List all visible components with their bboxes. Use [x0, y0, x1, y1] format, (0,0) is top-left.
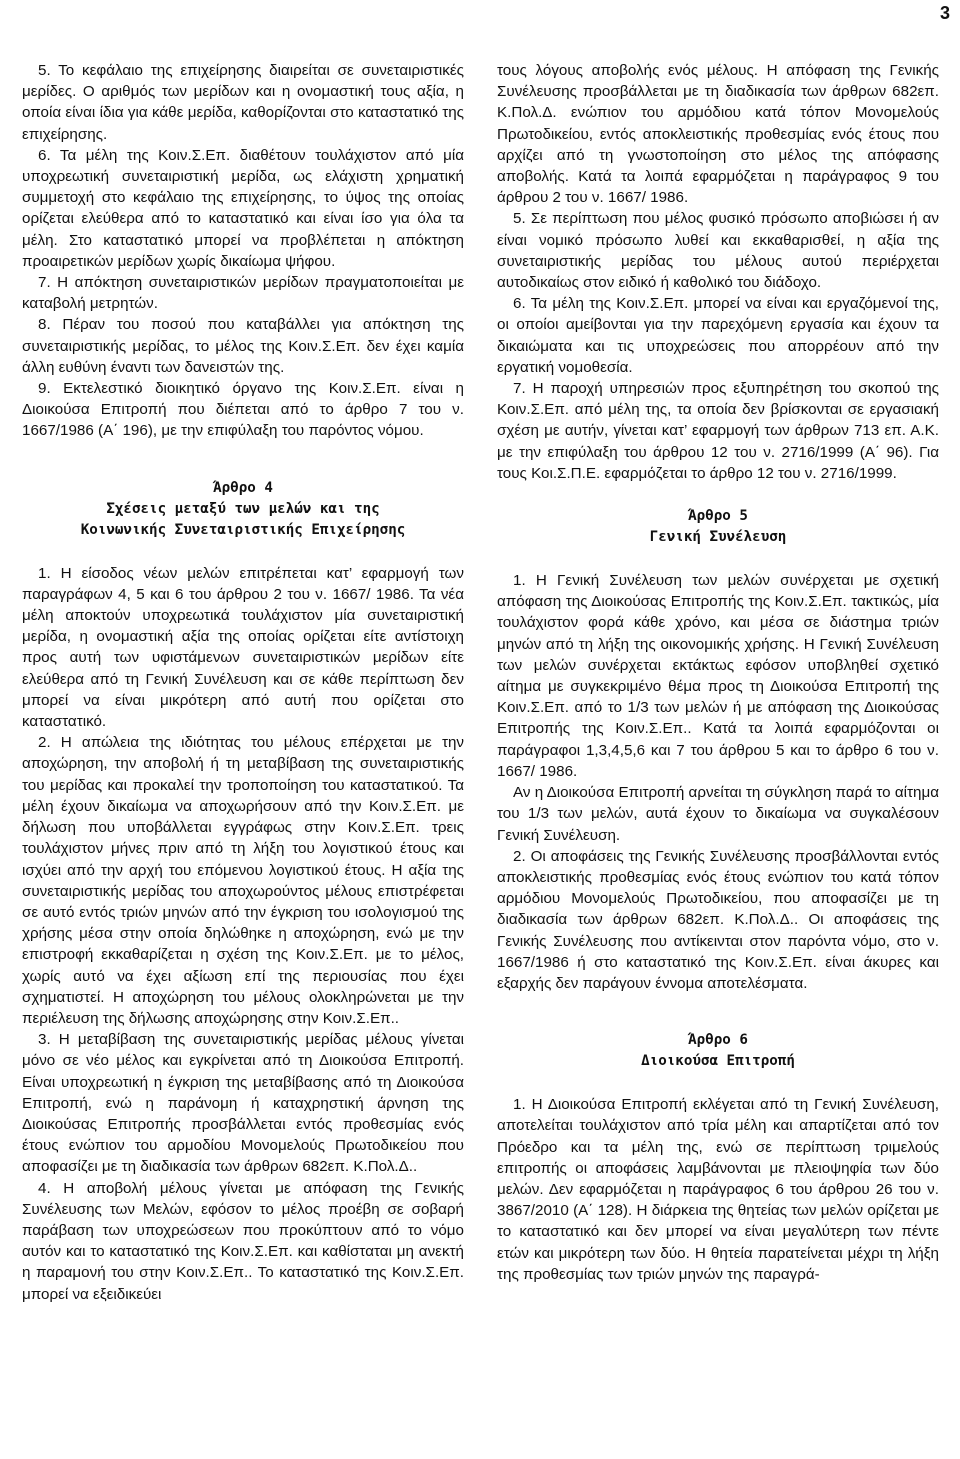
paragraph: 3. Η μεταβίβαση της συνεταιριστικής μερίδας μέλους γίνεται μόνο σε νέο μέλος και εγκρίνεται από τη Διοικούσα Επιτροπή. Είναι υποχρεωτική η έγκριση της μεταβίβασης από τη Διοικούσα Επιτροπή, ενώ η παράνομη ή καταχρηστική άρνηση της Διοικούσας Επιτροπής προσβάλλεται εντός προθεσμίας ενός έτους ενώπιον του αρμοδίου Μονομελούς Πρωτοδικείου που αποφασίζει με τη διαδικασία των άρθρων 682επ. Κ.Πολ.Δ.. [22, 1031, 464, 1176]
paragraph: 7. Η παροχή υπηρεσιών προς εξυπηρέτηση του σκοπού της Κοιν.Σ.Επ. από μέλη της, τα οποία δεν βρίσκονται σε εργασιακή σχέση με αυτήν, γίνεται κατ’ εφαρμογή των άρθρων 713 επ. Α.Κ. με την επιφύλαξη του άρθρου 12 του ν. 2716/1999 (Α΄ 96). Για τους Κοι.Σ.Π.Ε. εφαρμόζεται το άρθρο 12 του ν. 2716/1999. [497, 380, 939, 482]
paragraph: 7. Η απόκτηση συνεταιριστικών μερίδων πραγματοποιείται με καταβολή μετρητών. [22, 274, 464, 313]
article-4-subtitle: Σχέσεις μεταξύ των μελών και της [106, 500, 380, 517]
article-6-subtitle: Διοικούσα Επιτροπή [641, 1053, 795, 1070]
paragraph: 4. Η αποβολή μέλους γίνεται με απόφαση της Γενικής Συνέλευσης των Μελών, εφόσον το μέλος προέβη σε σοβαρή παράβαση των υποχρεώσεων που προκύπτουν από το νόμο αυτόν και το καταστατικό της Κοιν.Σ.Επ. και καθίσταται μη ανεκτή η παραμονή του στην Κοιν.Σ.Επ.. Το καταστατικό της Κοιν.Σ.Επ. μπορεί να εξειδικεύει [22, 1179, 464, 1303]
article-6-title: Άρθρο 6 [688, 1032, 748, 1049]
paragraph: 5. Το κεφάλαιο της επιχείρησης διαιρείται σε συνεταιριστικές μερίδες. Ο αριθμός των μερίδων και η ονομαστική τους αξία, η οποία είναι ίδια για κάθε μερίδα, καθορίζονται στο καταστατικό της επιχείρησης. [22, 62, 464, 143]
article-4-title: Άρθρο 4 [213, 479, 273, 496]
paragraph: Αν η Διοικούσα Επιτροπή αρνείται τη σύγκληση παρά το αίτημα του 1/3 των μελών, αυτά έχουν το δικαίωμα να συγκαλέσουν Γενική Συνέλευση. [497, 784, 939, 844]
paragraph: 6. Τα μέλη της Κοιν.Σ.Επ. διαθέτουν τουλάχιστον από μία υποχρεωτική συνεταιριστική μερίδα, ως ελάχιστη χρηματική συμμετοχή στο κεφάλαιο της επιχείρησης, το ύψος της οποίας ορίζεται ελεύθερα από το καταστατικό και είναι ίσο για όλα τα μέλη. Στο καταστατικό μπορεί να προβλέπεται η απόκτηση προαιρετικών μερίδων χωρίς δικαίωμα ψήφου. [22, 146, 464, 270]
article-5-subtitle: Γενική Συνέλευση [649, 529, 787, 546]
paragraph: 8. Πέραν του ποσού που καταβάλλει για απόκτηση της συνεταιριστικής μερίδας, το μέλος της Κοιν.Σ.Επ. δεν έχει καμία άλλη ευθύνη έναντι των δανειστών της. [22, 316, 464, 376]
right-column [497, 60, 939, 1285]
page-number: 3 [939, 3, 950, 23]
paragraph: 1. Η Διοικούσα Επιτροπή εκλέγεται από τη Γενική Συνέλευση, αποτελείται τουλάχιστον από τρία μέλη και απαρτίζεται από τον Πρόεδρο και τα μέλη της, ενώ σε περίπτωση τριμελούς επιτροπής οι αποφάσεις λαμβάνονται με πλειοψηφία των δύο μελών. Δεν εφαρμόζεται η παράγραφος 6 του άρθρου 26 του ν. 3867/2010 (Α΄ 128). Η διάρκεια της θητείας των μελών ορίζεται με το καταστατικό και δεν μπορεί να είναι μεγαλύτερη των πέντε ετών και μικρότερη των δύο. Η θητεία παρατείνεται μέχρι τη λήξη της προθεσμίας των τριών μηνών της παραγρά- [497, 1096, 939, 1283]
paragraph: τους λόγους αποβολής ενός μέλους. Η απόφαση της Γενικής Συνέλευσης προσβάλλεται με τη διαδικασία των άρθρων 682επ. Κ.Πολ.Δ. ενώπιον του αρμόδιου κατά τόπον Μονομελούς Πρωτοδικείου, εντός αποκλειστικής προθεσμίας ενός έτους που αρχίζει από τη γνωστοποίηση στο μέλος της απόφασης αποβολής. Κατά τα λοιπά εφαρμόζεται η παράγραφος 9 του άρθρου 2 του ν. 1667/ 1986. [497, 62, 939, 207]
article-5-title: Άρθρο 5 [688, 508, 748, 525]
paragraph: 9. Εκτελεστικό διοικητικό όργανο της Κοιν.Σ.Επ. είναι η Διοικούσα Επιτροπή που διέπεται από το άρθρο 7 του ν. 1667/1986 (Α΄ 196), με την επιφύλαξη του παρόντος νόμου. [22, 380, 464, 440]
paragraph: 6. Τα μέλη της Κοιν.Σ.Επ. μπορεί να είναι και εργαζόμενοί της, οι οποίοι αμείβονται για την παρεχόμενη εργασία και έχουν τα δικαιώματα και τις υποχρεώσεις που απορρέουν από την εργατική νομοθεσία. [497, 295, 939, 376]
paragraph: 1. Η Γενική Συνέλευση των μελών συνέρχεται με σχετική απόφαση της Διοικούσας Επιτροπής της Κοιν.Σ.Επ. τακτικώς, μία τουλάχιστον φορά κάθε χρόνο, και μέσα σε διάστημα τριών μηνών από τη λήξη της οικονομικής χρήσης. Η Γενική Συνέλευση των μελών συνέρχεται εκτάκτως εφόσον υποβληθεί σχετικό αίτημα με συγκεκριμένο θέμα προς τη Διοικούσα Επιτροπή της Κοιν.Σ.Επ. από το 1/3 των μελών ή με απόφαση της Διοικούσας Επιτροπής της Κοιν.Σ.Επ.. Κατά τα λοιπά εφαρμόζονται οι παράγραφοι 1,3,4,5,6 και 7 του άρθρου 5 και το άρθρο 6 του ν. 1667/ 1986. [497, 572, 939, 780]
paragraph: 1. Η είσοδος νέων μελών επιτρέπεται κατ’ εφαρμογή των παραγράφων 4, 5 και 6 του άρθρου 2 του ν. 1667/ 1986. Τα νέα μέλη αποκτούν υποχρεωτικά τουλάχιστον μία συνεταιριστική μερίδα, η ονομαστική αξία της οποίας ορίζεται είτε αντίστοιχη προς αυτή των υφιστάμενων συνεταιριστικών μερίδων είτε ελεύθερα από τη Γενική Συνέλευση και σε κάθε περίπτωση δεν μπορεί να είναι μικρότερη από αυτή που ορίζεται στο καταστατικό. [22, 564, 464, 731]
paragraph: 5. Σε περίπτωση που μέλος φυσικό πρόσωπο αποβιώσει ή αν είναι νομικό πρόσωπο λυθεί και εκκαθαρισθεί, η αξία της συνεταιριστικής μερίδας του μέλους αυτού περιέρχεται αυτοδικαίως στον ειδικό ή καθολικό του διάδοχο. [497, 210, 939, 292]
paragraph: 2. Η απώλεια της ιδιότητας του μέλους επέρχεται με την αποχώρηση, την αποβολή ή τη μεταβίβαση της συνεταιριστικής του μερίδας και προκαλεί την τροποποίηση του καταστατικού. Τα μέλη έχουν δικαίωμα να αποχωρήσουν από την Κοιν.Σ.Επ. με δήλωση που υποβάλλεται εγγράφως στην Κοιν.Σ.Επ. τρεις τουλάχιστον μήνες πριν από τη λήξη του λογιστικού έτους και ισχύει από την αρχή του επόμενου λογιστικού έτους. Η αξία της συνεταιριστικής μερίδας του αποχωρούντος μέλους επιστρέφεται σε αυτό εντός τριών μηνών από την έγκριση του ισολογισμού της χρήσης μέσα στην οποία δηλώθηκε η αποχώρηση, ενώ με την επιστροφή εκκαθαρίζεται η σχέση της Κοιν.Σ.Επ. με το μέλος, χωρίς αυτό να έχει αξίωση επί της περιουσίας που έχει σχηματιστεί. Η αποχώρηση του μέλους ολοκληρώνεται με την περιέλευση της δήλωσης αποχώρησης στην Κοιν.Σ.Επ.. [22, 734, 464, 1027]
article-4-subtitle: Κοινωνικής Συνεταιριστικής Επιχείρησης [80, 521, 406, 538]
paragraph: 2. Οι αποφάσεις της Γενικής Συνέλευσης προσβάλλονται εντός αποκλειστικής προθεσμίας ενός έτους ενώπιον του κατά τόπον αρμόδιου Μονομελούς Πρωτοδικείου, που αποφασίζει με τη διαδικασία των άρθρων 682επ. Κ.Πολ.Δ.. Οι αποφάσεις της Γενικής Συνέλευσης που αντίκεινται στον παρόντα νόμο, στο ν. 1667/1986 ή στο καταστατικό της Κοιν.Σ.Επ. είναι άκυρες και εξαρχής δεν παράγουν έννομα αποτελέσματα. [497, 847, 939, 992]
left-column [22, 60, 464, 1305]
